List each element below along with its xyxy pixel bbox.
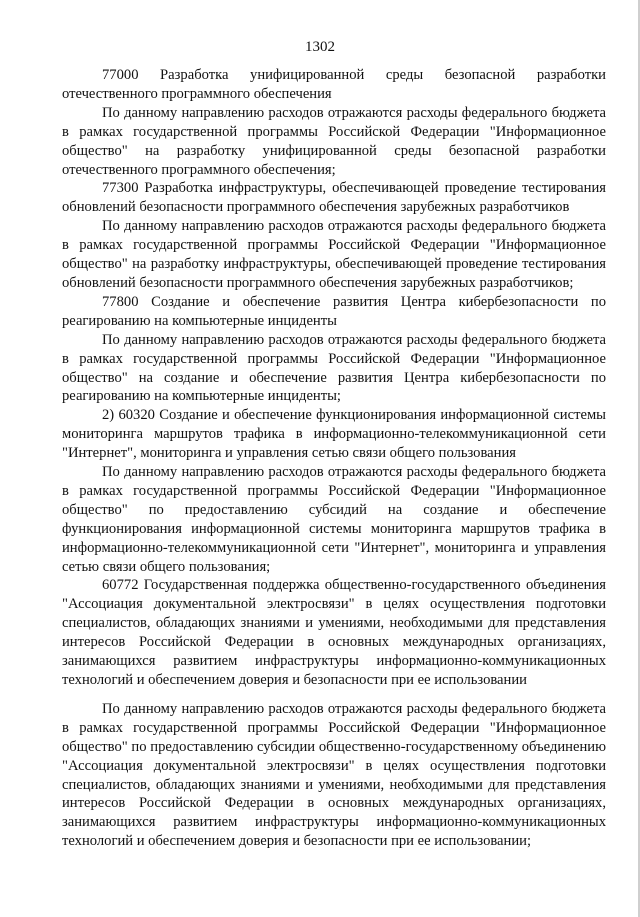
page-number: 1302	[305, 39, 335, 55]
paragraph-77000-description: По данному направлению расходов отражаются расходы федерального бюджета в рамках государственной программы Российской Федерации "Информационное общество" на разработку унифицированной среды безопасной разработки отечественного программного обеспечения;	[62, 104, 606, 178]
page-body	[62, 66, 606, 851]
paragraph-60772-description: По данному направлению расходов отражаются расходы федерального бюджета в рамках государственной программы Российской Федерации "Информационное общество" по предоставлению субсидии общественно-государственному объединению "Ассоциация документальной электросвязи" в целях осуществления подготовки специалистов, обладающих знаниями и умениями, необходимыми для представления интересов Российской Федерации в основных международных организациях, занимающихся развитием инфраструктуры информационно-коммуникационных технологий и обеспечением доверия и безопасности при ее использовании;	[62, 700, 606, 850]
paragraph-60320-description: По данному направлению расходов отражаются расходы федерального бюджета в рамках государственной программы Российской Федерации "Информационное общество" по предоставлению субсидий на создание и обеспечение функционирования информационной системы мониторинга маршрутов трафика в информационно-телекоммуникационной сети "Интернет", мониторинга и управления сетью связи общего пользования;	[62, 464, 606, 575]
paragraph-77300-heading: 77300 Разработка инфраструктуры, обеспечивающей проведение тестирования обновлений безопасности программного обеспечения зарубежных разработчиков	[62, 180, 606, 216]
paragraph-77800-description: По данному направлению расходов отражаются расходы федерального бюджета в рамках государственной программы Российской Федерации "Информационное общество" на создание и обеспечение развития Центра кибербезопасности по реагированию на компьютерные инциденты;	[62, 331, 606, 405]
paragraph-60320-heading: 2) 60320 Создание и обеспечение функционирования информационной системы мониторинга маршрутов трафика в информационно-телекоммуникационной сети "Интернет", мониторинга и управления сетью связи общего пользования	[62, 407, 606, 462]
paragraph-60772-heading: 60772 Государственная поддержка общественно-государственного объединения "Ассоциация документальной электросвязи" в целях осуществления подготовки специалистов, обладающих знаниями и умениями, необходимыми для представления интересов Российской Федерации в основных международных организациях, занимающихся развитием инфраструктуры информационно-коммуникационных технологий и обеспечением доверия и безопасности при ее использовании	[62, 577, 606, 688]
paragraph-77300-description: По данному направлению расходов отражаются расходы федерального бюджета в рамках государственной программы Российской Федерации "Информационное общество" на разработку инфраструктуры, обеспечивающей проведение тестирования обновлений безопасности программного обеспечения зарубежных разработчиков;	[62, 218, 606, 291]
paragraph-77800-heading: 77800 Создание и обеспечение развития Центра кибербезопасности по реагированию на компьютерные инциденты	[62, 293, 606, 329]
paragraph-77000-heading: 77000 Разработка унифицированной среды безопасной разработки отечественного программного обеспечения	[62, 67, 606, 102]
